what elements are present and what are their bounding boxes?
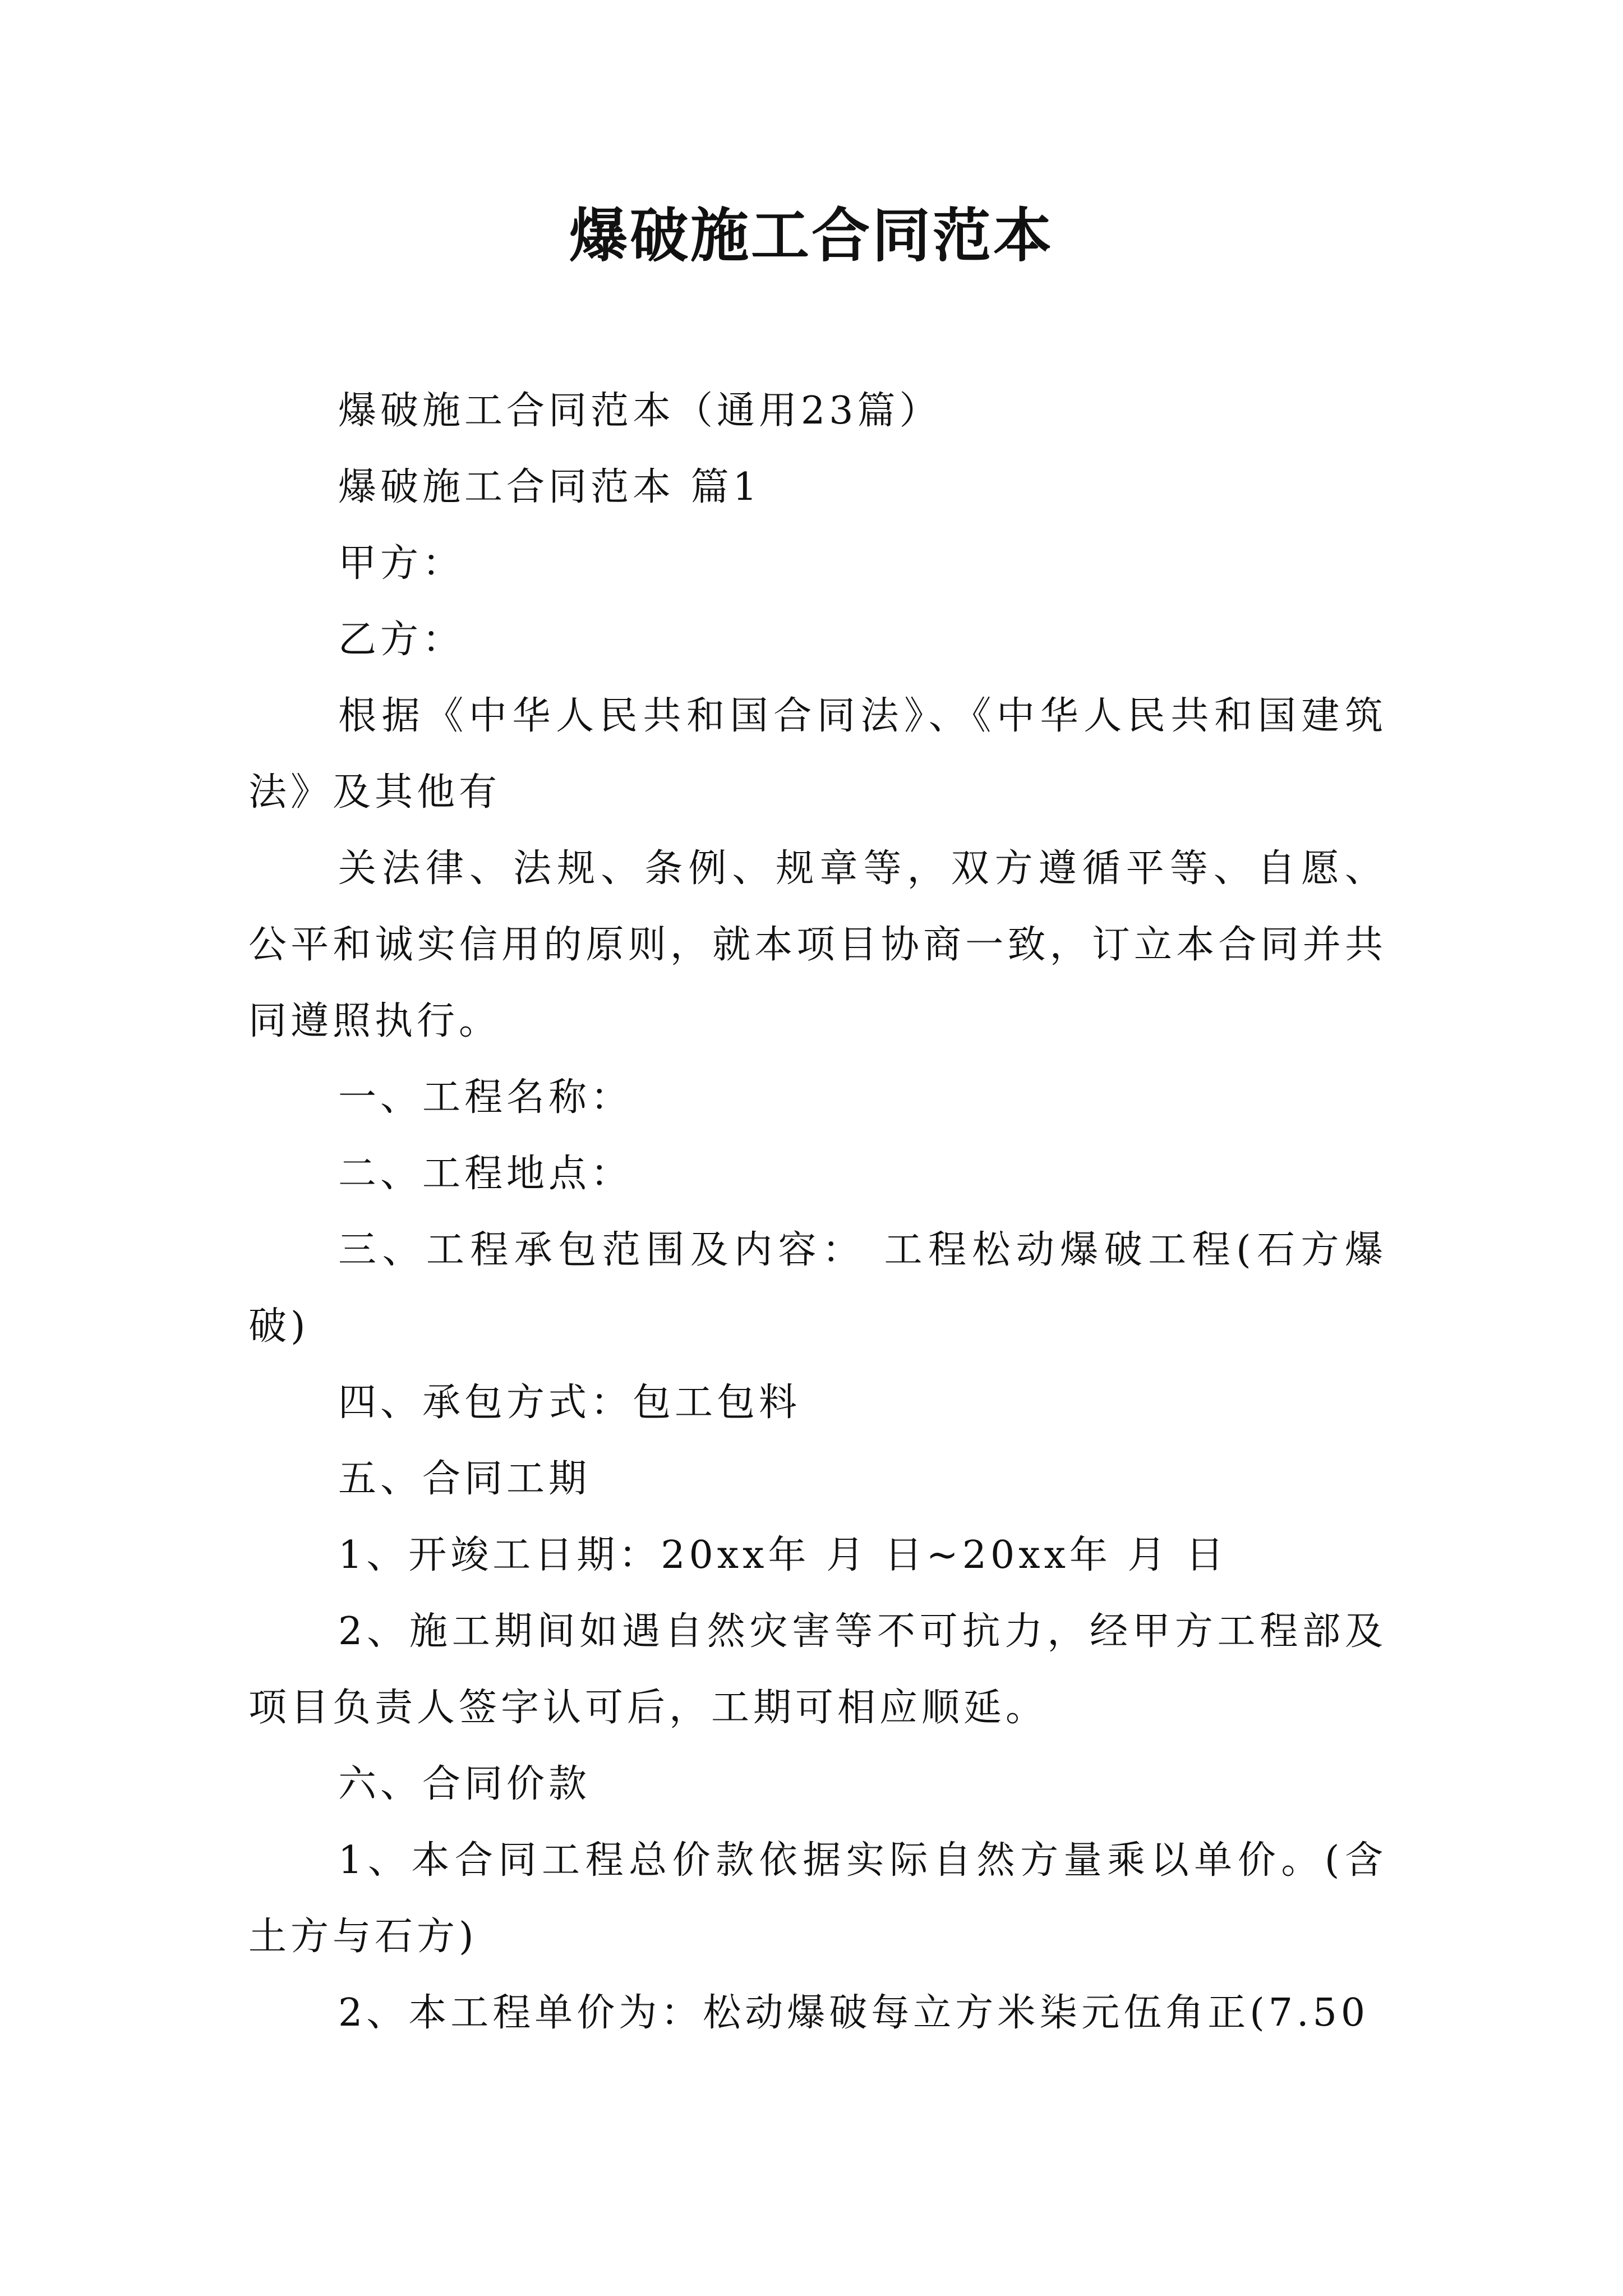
paragraph: 1、本合同工程总价款依据实际自然方量乘以单价。(含土方与石方) <box>248 1838 1387 1959</box>
paragraph: 2、施工期间如遇自然灾害等不可抗力，经甲方工程部及项目负责人签字认可后，工期可相应顺延。 <box>248 1609 1387 1730</box>
paragraph: 一、工程名称： <box>338 1075 633 1120</box>
paragraph: 五、合同工期 <box>338 1457 591 1501</box>
paragraph: 爆破施工合同范本 篇1 <box>338 465 761 509</box>
paragraph: 根据《中华人民共和国合同法》、《中华人民共和国建筑法》及其他有 <box>248 694 1387 815</box>
paragraph: 乙方： <box>338 618 465 662</box>
document-body <box>248 373 1387 2051</box>
document-title: 爆破施工合同范本 <box>569 201 1054 270</box>
paragraph: 关法律、法规、条例、规章等，双方遵循平等、自愿、公平和诚实信用的原则，就本项目协商一致，订立本合同并共同遵照执行。 <box>248 846 1387 1043</box>
paragraph: 甲方： <box>338 541 465 586</box>
paragraph: 六、合同价款 <box>338 1762 591 1806</box>
paragraph: 二、工程地点： <box>338 1152 633 1196</box>
paragraph: 爆破施工合同范本（通用23篇） <box>338 389 942 433</box>
paragraph: 三、工程承包范围及内容： 工程松动爆破工程(石方爆破) <box>248 1228 1387 1349</box>
paragraph: 2、本工程单价为：松动爆破每立方米柒元伍角正(7.50 <box>338 1991 1370 2035</box>
paragraph: 1、开竣工日期：20xx年 月 日~20xx年 月 日 <box>338 1533 1228 1577</box>
paragraph: 四、承包方式：包工包料 <box>338 1381 801 1425</box>
